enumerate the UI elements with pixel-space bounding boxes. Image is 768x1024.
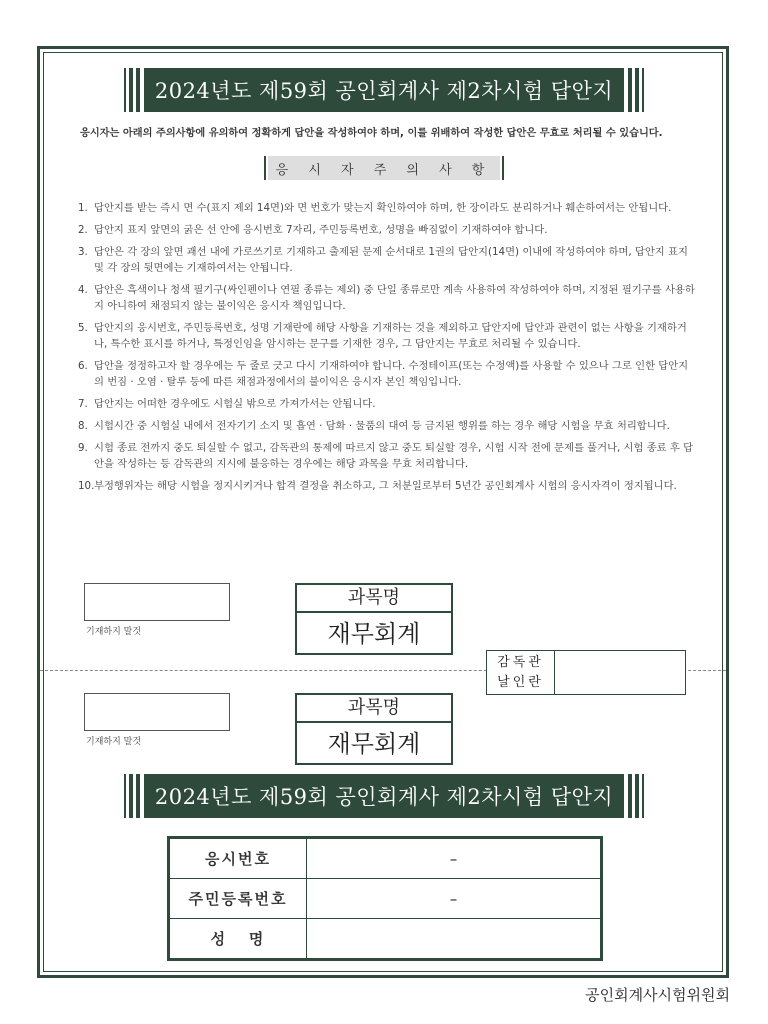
rule-item: 10. 부정행위자는 해당 시험을 정지시키거나 합격 결정을 취소하고, 그 처분일로부터 5년간 공인회계사 시험의 응시자격이 정지됩니다.: [78, 480, 677, 492]
rule-item: 7. 답안지는 어떠한 경우에도 시험실 밖으로 가져가서는 안됩니다.: [78, 398, 376, 410]
table-row: [169, 838, 602, 879]
table-row: [169, 919, 602, 960]
subject-label: 과목명: [297, 695, 451, 723]
subject-box: [295, 693, 453, 765]
proctor-seal-label: 감독관 날인란: [487, 651, 555, 694]
rule-item: 2. 답안지 표지 앞면의 굵은 선 안에 응시번호 7자리, 주민등록번호, 성명을 빠짐없이 기재하여야 합니다.: [78, 224, 548, 236]
office-use-box: [84, 693, 230, 731]
name-field[interactable]: [307, 919, 602, 960]
banner-bars-right: [626, 68, 644, 112]
rule-item: 1. 답안지를 받는 즉시 면 수(표지 제외 14면)와 면 번호가 맞는지 확인하여야 하며, 한 장이라도 분리하거나 훼손하여서는 안됩니다.: [78, 202, 672, 214]
office-use-caption: 기재하지 말것: [86, 627, 142, 637]
name-label: 성 명: [169, 919, 307, 960]
intro-text: 응시자는 아래의 주의사항에 유의하여 정확하게 답안을 작성하여야 하며, 이를 위배하여 작성한 답안은 무효로 처리될 수 있습니다.: [80, 128, 663, 139]
issuer-name: 공인회계사시험위원회: [585, 986, 730, 1004]
table-row: [169, 879, 602, 919]
proctor-seal-box: [486, 650, 686, 695]
exam-number-label: 응시번호: [169, 838, 307, 879]
subject-value: 재무회계: [327, 620, 421, 648]
subject-box: [295, 583, 453, 655]
resident-number-field[interactable]: –: [307, 879, 602, 919]
subject-label: 과목명: [297, 585, 451, 613]
rule-item: 6. 답안을 정정하고자 할 경우에는 두 줄로 긋고 다시 기재하여야 합니다. 수정테이프(또는 수정액)를 사용할 수 있으나 그로 인한 답안지의 번짐 · 오염 · 탈루 등에 따른 채점과정에서의 불이익은 응시자 본인 책임입니다.: [78, 360, 689, 388]
rules-list: [78, 200, 698, 500]
resident-number-label: 주민등록번호: [169, 879, 307, 919]
office-use-box: [84, 583, 230, 621]
rule-item: 4. 답안은 흑색이나 청색 필기구(싸인펜이나 연필 종류는 제외) 중 단일 종류로만 계속 사용하여 작성하여야 하며, 지정된 필기구를 사용하지 아니하여 채점되지 않는 불이익은 응시자 책임입니다.: [78, 284, 695, 312]
title-banner-bottom: [124, 774, 644, 818]
rule-item: 5. 답안지의 응시번호, 주민등록번호, 성명 기재란에 해당 사항을 기재하는 것을 제외하고 답안지에 답안과 관련이 없는 사항을 기재하거나, 특수한 표시를 하거나, 특정인임을 암시하는 문구를 기재한 경우, 그 답안지는 무효로 처리될 수 있습니다.: [78, 322, 687, 350]
banner-bars-left: [124, 68, 142, 112]
rule-item: 3. 답안은 각 장의 앞면 괘선 내에 가로쓰기로 기재하고 출제된 문제 순서대로 1권의 답안지(14면) 이내에 작성하여야 하며, 답안지 표지 및 각 장의 뒷면에는 기재하여서는 안됩니다.: [78, 246, 688, 274]
exam-number-field[interactable]: –: [307, 838, 602, 879]
rule-item: 9. 시험 종료 전까지 중도 퇴실할 수 없고, 감독관의 통제에 따르지 않고 중도 퇴실할 경우, 시험 시작 전에 문제를 풀거나, 시험 종료 후 답안을 작성하는 등 감독관의 지시에 불응하는 경우에는 해당 과목을 무효 처리합니다.: [78, 442, 694, 470]
title-banner-top: [124, 68, 644, 112]
candidate-info-table: [167, 836, 603, 961]
rule-item: 8. 시험시간 중 시험실 내에서 전자기기 소지 및 흡연 · 담화 · 물품의 대여 등 금지된 행위를 하는 경우 해당 시험을 무효 처리합니다.: [78, 420, 670, 432]
subject-value: 재무회계: [327, 730, 421, 758]
banner-title: 2024년도 제59회 공인회계사 제2차시험 답안지: [144, 68, 624, 112]
notice-heading: 응 시 자 주 의 사 항: [268, 156, 500, 180]
notice-heading-bar: [264, 156, 504, 180]
banner-title: 2024년도 제59회 공인회계사 제2차시험 답안지: [144, 774, 624, 818]
office-use-caption: 기재하지 말것: [86, 737, 142, 747]
inner-frame: [43, 52, 723, 972]
